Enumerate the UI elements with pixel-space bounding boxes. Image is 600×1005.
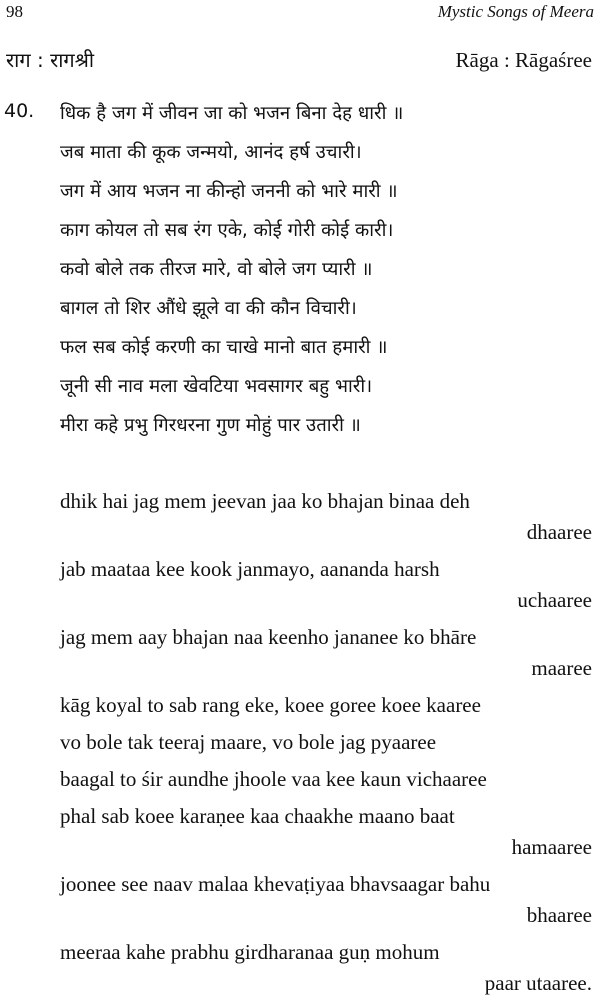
translit-wrap: hamaaree — [511, 835, 592, 859]
translit-text: phal sab koee karaṇee kaa chaakhe maano baat — [60, 804, 455, 828]
translit-line — [60, 764, 592, 795]
hindi-line: कवो बोले तक तीरज मारे, वो बोले जग प्यारी ॥ — [60, 259, 373, 280]
translit-line — [60, 690, 592, 721]
page-number: 98 — [6, 2, 23, 21]
translit-text: vo bole tak teeraj maare, vo bole jag pyaaree — [60, 730, 437, 754]
translit-wrap: dhaaree — [526, 520, 592, 544]
hindi-line: फल सब कोई करणी का चाखे मानो बात हमारी ॥ — [60, 337, 388, 358]
hindi-line: जूनी सी नाव मला खेवटिया भवसागर बहु भारी। — [60, 376, 373, 397]
translit-line — [60, 869, 592, 931]
translit-wrap: bhaaree — [526, 903, 592, 927]
translit-wrap: maaree — [531, 656, 592, 680]
translit-line — [60, 486, 592, 548]
translit-wrap: uchaaree — [517, 588, 592, 612]
raga-label-hindi: राग : रागश्री — [6, 48, 95, 72]
hindi-line: मीरा कहे प्रभु गिरधरना गुण मोहुं पार उतारी ॥ — [60, 415, 361, 436]
hindi-verse — [60, 100, 403, 451]
translit-line — [60, 622, 592, 684]
hindi-line: धिक है जग में जीवन जा को भजन बिना देह धारी ॥ — [60, 103, 404, 124]
verse-number: 40. — [4, 100, 35, 122]
hindi-line: जग में आय भजन ना कीन्हो जननी को भारे मारी ॥ — [60, 181, 398, 202]
hindi-line: काग कोयल तो सब रंग एके, कोई गोरी कोई कारी। — [60, 220, 394, 241]
translit-text: kāg koyal to sab rang eke, koee goree koee kaaree — [60, 693, 481, 717]
translit-text: joonee see naav malaa khevaṭiyaa bhavsaagar bahu — [60, 872, 491, 896]
translit-wrap: paar utaaree. — [484, 971, 592, 995]
translit-text: dhik hai jag mem jeevan jaa ko bhajan binaa deh — [60, 489, 470, 513]
running-head: Mystic Songs of Meera — [437, 2, 594, 21]
translit-line — [60, 554, 592, 616]
hindi-line: जब माता की कूक जन्मयो, आनंद हर्ष उचारी। — [60, 142, 362, 163]
raga-label-english: Rāga : Rāgaśree — [455, 48, 592, 72]
translit-text: meeraa kahe prabhu girdharanaa guṇ mohum — [60, 940, 440, 964]
translit-line — [60, 727, 592, 758]
translit-line — [60, 801, 592, 863]
hindi-line: बागल तो शिर औंधे झूले वा की कौन विचारी। — [60, 298, 357, 319]
translit-text: jag mem aay bhajan naa keenho jananee ko bhāre — [60, 625, 477, 649]
translit-text: baagal to śir aundhe jhoole vaa kee kaun vichaaree — [60, 767, 487, 791]
transliteration — [60, 486, 592, 1005]
translit-text: jab maataa kee kook janmayo, aananda harsh — [60, 557, 440, 581]
